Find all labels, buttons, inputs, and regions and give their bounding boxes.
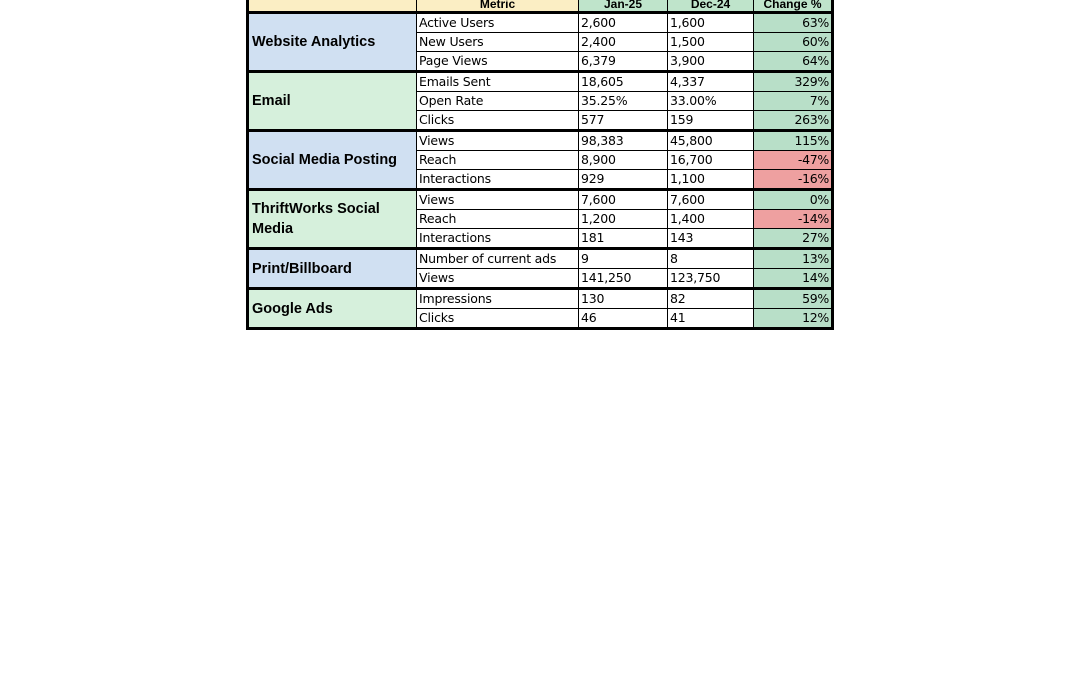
change-percent-value: 27% bbox=[754, 229, 833, 249]
table-body bbox=[248, 13, 833, 329]
metric-name: Emails Sent bbox=[417, 72, 579, 92]
current-month-value: 929 bbox=[579, 170, 668, 190]
metric-name: Reach bbox=[417, 151, 579, 170]
category-label: ThriftWorks Social Media bbox=[248, 190, 417, 249]
previous-month-value: 1,500 bbox=[668, 33, 754, 52]
current-month-value: 1,200 bbox=[579, 210, 668, 229]
current-month-value: 141,250 bbox=[579, 269, 668, 289]
metric-name: New Users bbox=[417, 33, 579, 52]
previous-month-value: 143 bbox=[668, 229, 754, 249]
change-percent-value: 13% bbox=[754, 249, 833, 269]
previous-month-value: 123,750 bbox=[668, 269, 754, 289]
previous-month-value: 82 bbox=[668, 289, 754, 309]
change-percent-value: 60% bbox=[754, 33, 833, 52]
metric-name: Open Rate bbox=[417, 92, 579, 111]
metric-name: Clicks bbox=[417, 309, 579, 329]
metric-name: Interactions bbox=[417, 229, 579, 249]
change-percent-value: 0% bbox=[754, 190, 833, 210]
current-month-value: 98,383 bbox=[579, 131, 668, 151]
table-row bbox=[248, 72, 833, 92]
table-row bbox=[248, 13, 833, 33]
change-percent-value: -16% bbox=[754, 170, 833, 190]
previous-month-value: 7,600 bbox=[668, 190, 754, 210]
current-month-value: 6,379 bbox=[579, 52, 668, 72]
current-month-value: 181 bbox=[579, 229, 668, 249]
marketing-metrics-table-wrapper bbox=[246, 0, 834, 330]
header-row bbox=[248, 0, 833, 13]
metric-name: Impressions bbox=[417, 289, 579, 309]
previous-month-value: 16,700 bbox=[668, 151, 754, 170]
current-month-value: 2,400 bbox=[579, 33, 668, 52]
change-percent-value: 7% bbox=[754, 92, 833, 111]
header-previous-month: Dec-24 bbox=[668, 0, 754, 13]
current-month-value: 577 bbox=[579, 111, 668, 131]
category-label: Email bbox=[248, 72, 417, 131]
metric-name: Reach bbox=[417, 210, 579, 229]
previous-month-value: 1,600 bbox=[668, 13, 754, 33]
previous-month-value: 4,337 bbox=[668, 72, 754, 92]
change-percent-value: 329% bbox=[754, 72, 833, 92]
current-month-value: 2,600 bbox=[579, 13, 668, 33]
category-label: Google Ads bbox=[248, 289, 417, 329]
table-row bbox=[248, 190, 833, 210]
metric-name: Page Views bbox=[417, 52, 579, 72]
metric-name: Interactions bbox=[417, 170, 579, 190]
change-percent-value: 12% bbox=[754, 309, 833, 329]
previous-month-value: 41 bbox=[668, 309, 754, 329]
change-percent-value: 263% bbox=[754, 111, 833, 131]
current-month-value: 130 bbox=[579, 289, 668, 309]
previous-month-value: 159 bbox=[668, 111, 754, 131]
current-month-value: 7,600 bbox=[579, 190, 668, 210]
category-label: Social Media Posting bbox=[248, 131, 417, 190]
metric-name: Number of current ads bbox=[417, 249, 579, 269]
header-current-month: Jan-25 bbox=[579, 0, 668, 13]
metric-name: Clicks bbox=[417, 111, 579, 131]
change-percent-value: -47% bbox=[754, 151, 833, 170]
previous-month-value: 8 bbox=[668, 249, 754, 269]
category-label: Website Analytics bbox=[248, 13, 417, 72]
table-row bbox=[248, 131, 833, 151]
metric-name: Views bbox=[417, 190, 579, 210]
current-month-value: 46 bbox=[579, 309, 668, 329]
current-month-value: 35.25% bbox=[579, 92, 668, 111]
previous-month-value: 1,400 bbox=[668, 210, 754, 229]
category-label: Print/Billboard bbox=[248, 249, 417, 289]
table-row bbox=[248, 249, 833, 269]
header-category bbox=[248, 0, 417, 13]
change-percent-value: 64% bbox=[754, 52, 833, 72]
change-percent-value: 14% bbox=[754, 269, 833, 289]
metric-name: Views bbox=[417, 131, 579, 151]
change-percent-value: 59% bbox=[754, 289, 833, 309]
metric-name: Active Users bbox=[417, 13, 579, 33]
metric-name: Views bbox=[417, 269, 579, 289]
change-percent-value: 63% bbox=[754, 13, 833, 33]
header-metric: Metric bbox=[417, 0, 579, 13]
table-row bbox=[248, 289, 833, 309]
previous-month-value: 45,800 bbox=[668, 131, 754, 151]
current-month-value: 18,605 bbox=[579, 72, 668, 92]
current-month-value: 8,900 bbox=[579, 151, 668, 170]
previous-month-value: 33.00% bbox=[668, 92, 754, 111]
current-month-value: 9 bbox=[579, 249, 668, 269]
previous-month-value: 1,100 bbox=[668, 170, 754, 190]
marketing-metrics-table bbox=[246, 0, 834, 330]
change-percent-value: 115% bbox=[754, 131, 833, 151]
header-change-percent: Change % bbox=[754, 0, 833, 13]
change-percent-value: -14% bbox=[754, 210, 833, 229]
previous-month-value: 3,900 bbox=[668, 52, 754, 72]
